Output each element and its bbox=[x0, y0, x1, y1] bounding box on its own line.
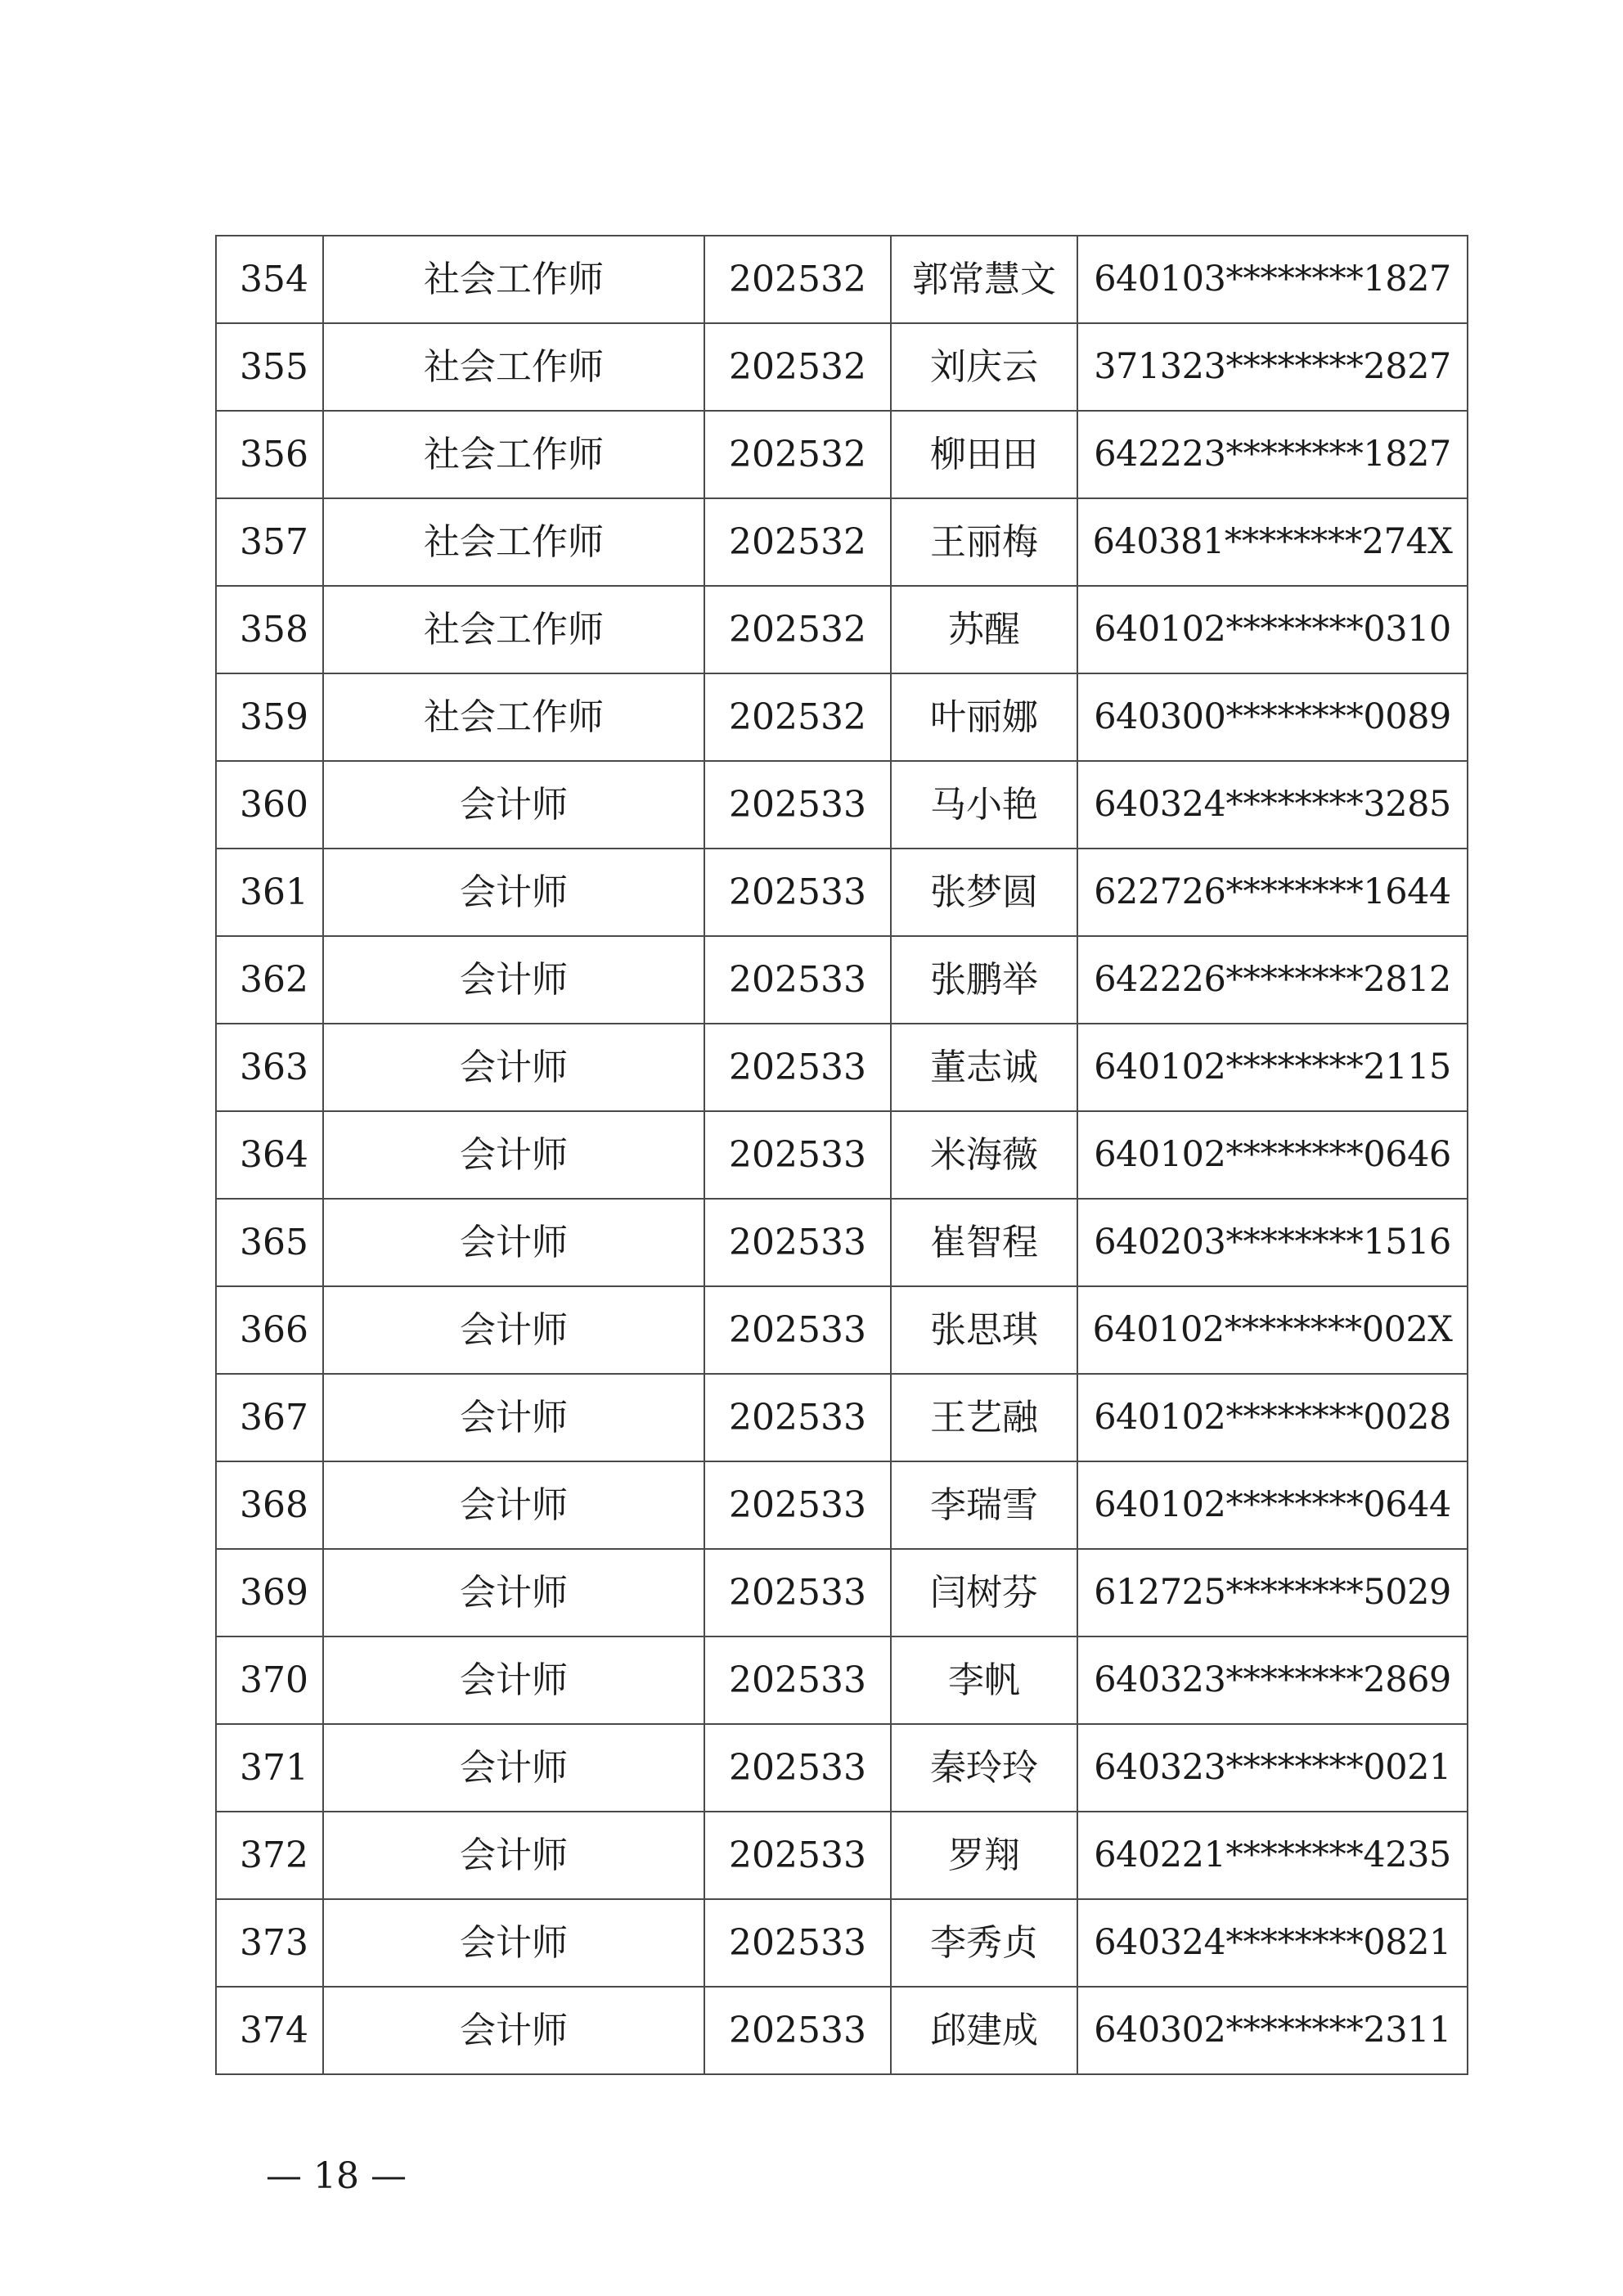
id-number-cell: 640102********0310 bbox=[1077, 586, 1468, 673]
title-cell: 会计师 bbox=[323, 936, 704, 1024]
table-row bbox=[216, 1636, 1468, 1724]
seq-cell: 358 bbox=[216, 586, 323, 673]
code-cell: 202533 bbox=[704, 761, 891, 849]
name-cell: 秦玲玲 bbox=[891, 1724, 1077, 1812]
id-number-cell: 640102********0646 bbox=[1077, 1111, 1468, 1199]
seq-cell: 373 bbox=[216, 1899, 323, 1987]
table-row bbox=[216, 761, 1468, 849]
id-number-cell: 640203********1516 bbox=[1077, 1199, 1468, 1286]
id-number-cell: 640103********1827 bbox=[1077, 236, 1468, 323]
title-cell: 会计师 bbox=[323, 1812, 704, 1899]
code-cell: 202533 bbox=[704, 1812, 891, 1899]
id-number-cell: 642223********1827 bbox=[1077, 411, 1468, 498]
table-row bbox=[216, 1286, 1468, 1374]
seq-cell: 361 bbox=[216, 849, 323, 936]
name-cell: 董志诚 bbox=[891, 1024, 1077, 1111]
table-row bbox=[216, 673, 1468, 761]
table-row bbox=[216, 236, 1468, 323]
id-number-cell: 612725********5029 bbox=[1077, 1549, 1468, 1636]
id-number-cell: 640324********3285 bbox=[1077, 761, 1468, 849]
name-cell: 邱建成 bbox=[891, 1987, 1077, 2074]
code-cell: 202533 bbox=[704, 1024, 891, 1111]
title-cell: 社会工作师 bbox=[323, 673, 704, 761]
code-cell: 202532 bbox=[704, 586, 891, 673]
id-number-cell: 640381********274X bbox=[1077, 498, 1468, 586]
code-cell: 202533 bbox=[704, 1461, 891, 1549]
name-cell: 刘庆云 bbox=[891, 323, 1077, 411]
name-cell: 张鹏举 bbox=[891, 936, 1077, 1024]
name-cell: 张思琪 bbox=[891, 1286, 1077, 1374]
code-cell: 202532 bbox=[704, 323, 891, 411]
code-cell: 202533 bbox=[704, 1286, 891, 1374]
name-cell: 柳田田 bbox=[891, 411, 1077, 498]
seq-cell: 368 bbox=[216, 1461, 323, 1549]
code-cell: 202533 bbox=[704, 1111, 891, 1199]
name-cell: 李帆 bbox=[891, 1636, 1077, 1724]
seq-cell: 364 bbox=[216, 1111, 323, 1199]
title-cell: 社会工作师 bbox=[323, 323, 704, 411]
title-cell: 社会工作师 bbox=[323, 586, 704, 673]
title-cell: 会计师 bbox=[323, 1111, 704, 1199]
id-number-cell: 640300********0089 bbox=[1077, 673, 1468, 761]
name-cell: 叶丽娜 bbox=[891, 673, 1077, 761]
id-number-cell: 640102********2115 bbox=[1077, 1024, 1468, 1111]
id-number-cell: 640102********002X bbox=[1077, 1286, 1468, 1374]
title-cell: 社会工作师 bbox=[323, 236, 704, 323]
roster-table bbox=[215, 235, 1468, 2075]
id-number-cell: 640323********0021 bbox=[1077, 1724, 1468, 1812]
code-cell: 202533 bbox=[704, 1199, 891, 1286]
name-cell: 郭常慧文 bbox=[891, 236, 1077, 323]
title-cell: 会计师 bbox=[323, 1636, 704, 1724]
title-cell: 社会工作师 bbox=[323, 411, 704, 498]
title-cell: 会计师 bbox=[323, 1199, 704, 1286]
table-row bbox=[216, 1899, 1468, 1987]
table-row bbox=[216, 936, 1468, 1024]
seq-cell: 360 bbox=[216, 761, 323, 849]
title-cell: 社会工作师 bbox=[323, 498, 704, 586]
table-row bbox=[216, 1111, 1468, 1199]
name-cell: 米海薇 bbox=[891, 1111, 1077, 1199]
title-cell: 会计师 bbox=[323, 1374, 704, 1461]
title-cell: 会计师 bbox=[323, 1987, 704, 2074]
code-cell: 202533 bbox=[704, 936, 891, 1024]
title-cell: 会计师 bbox=[323, 849, 704, 936]
seq-cell: 356 bbox=[216, 411, 323, 498]
code-cell: 202533 bbox=[704, 1724, 891, 1812]
id-number-cell: 640221********4235 bbox=[1077, 1812, 1468, 1899]
seq-cell: 357 bbox=[216, 498, 323, 586]
title-cell: 会计师 bbox=[323, 1899, 704, 1987]
code-cell: 202533 bbox=[704, 849, 891, 936]
table-row bbox=[216, 411, 1468, 498]
table-row bbox=[216, 586, 1468, 673]
title-cell: 会计师 bbox=[323, 1024, 704, 1111]
name-cell: 苏醒 bbox=[891, 586, 1077, 673]
id-number-cell: 640323********2869 bbox=[1077, 1636, 1468, 1724]
table-row bbox=[216, 1812, 1468, 1899]
code-cell: 202532 bbox=[704, 498, 891, 586]
title-cell: 会计师 bbox=[323, 761, 704, 849]
name-cell: 崔智程 bbox=[891, 1199, 1077, 1286]
id-number-cell: 642226********2812 bbox=[1077, 936, 1468, 1024]
table-row bbox=[216, 1374, 1468, 1461]
name-cell: 王丽梅 bbox=[891, 498, 1077, 586]
table-row bbox=[216, 1724, 1468, 1812]
roster-table-body bbox=[216, 236, 1468, 2074]
code-cell: 202533 bbox=[704, 1374, 891, 1461]
name-cell: 李瑞雪 bbox=[891, 1461, 1077, 1549]
id-number-cell: 622726********1644 bbox=[1077, 849, 1468, 936]
title-cell: 会计师 bbox=[323, 1286, 704, 1374]
id-number-cell: 371323********2827 bbox=[1077, 323, 1468, 411]
name-cell: 王艺融 bbox=[891, 1374, 1077, 1461]
code-cell: 202532 bbox=[704, 673, 891, 761]
seq-cell: 366 bbox=[216, 1286, 323, 1374]
table-row bbox=[216, 323, 1468, 411]
seq-cell: 363 bbox=[216, 1024, 323, 1111]
page-number: — 18 — bbox=[266, 2155, 407, 2197]
code-cell: 202533 bbox=[704, 1549, 891, 1636]
seq-cell: 374 bbox=[216, 1987, 323, 2074]
name-cell: 罗翔 bbox=[891, 1812, 1077, 1899]
seq-cell: 371 bbox=[216, 1724, 323, 1812]
seq-cell: 362 bbox=[216, 936, 323, 1024]
seq-cell: 365 bbox=[216, 1199, 323, 1286]
seq-cell: 372 bbox=[216, 1812, 323, 1899]
seq-cell: 354 bbox=[216, 236, 323, 323]
title-cell: 会计师 bbox=[323, 1549, 704, 1636]
id-number-cell: 640102********0028 bbox=[1077, 1374, 1468, 1461]
code-cell: 202533 bbox=[704, 1899, 891, 1987]
code-cell: 202533 bbox=[704, 1636, 891, 1724]
code-cell: 202532 bbox=[704, 411, 891, 498]
table-row bbox=[216, 1549, 1468, 1636]
seq-cell: 355 bbox=[216, 323, 323, 411]
table-row bbox=[216, 849, 1468, 936]
id-number-cell: 640302********2311 bbox=[1077, 1987, 1468, 2074]
table-row bbox=[216, 1199, 1468, 1286]
name-cell: 闫树芬 bbox=[891, 1549, 1077, 1636]
seq-cell: 359 bbox=[216, 673, 323, 761]
name-cell: 张梦圆 bbox=[891, 849, 1077, 936]
id-number-cell: 640324********0821 bbox=[1077, 1899, 1468, 1987]
table-row bbox=[216, 1987, 1468, 2074]
code-cell: 202533 bbox=[704, 1987, 891, 2074]
id-number-cell: 640102********0644 bbox=[1077, 1461, 1468, 1549]
seq-cell: 369 bbox=[216, 1549, 323, 1636]
title-cell: 会计师 bbox=[323, 1461, 704, 1549]
table-row bbox=[216, 1024, 1468, 1111]
title-cell: 会计师 bbox=[323, 1724, 704, 1812]
table-row bbox=[216, 498, 1468, 586]
seq-cell: 370 bbox=[216, 1636, 323, 1724]
seq-cell: 367 bbox=[216, 1374, 323, 1461]
name-cell: 马小艳 bbox=[891, 761, 1077, 849]
table-row bbox=[216, 1461, 1468, 1549]
code-cell: 202532 bbox=[704, 236, 891, 323]
name-cell: 李秀贞 bbox=[891, 1899, 1077, 1987]
